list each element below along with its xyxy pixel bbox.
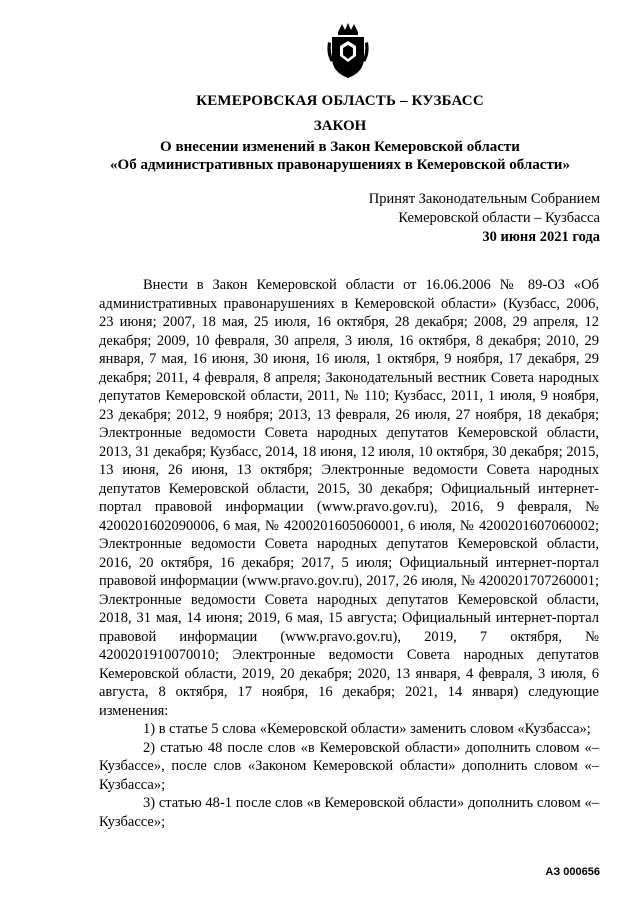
body-paragraph-intro: Внести в Закон Кемеровской области от 16.06.2006 № 89-ОЗ «Об административных правонарушениях в Кемеровской области» (Кузбасс, 2006, 23 июня; 2007, 18 мая, 25 июля, 16 октября, 28 декабря; 2008, 29 апреля, 12 декабря; 2009, 10 февраля, 30 апреля, 3 июля, 16 октября, 8 декабря; 2010, 29 января, 7 мая, 16 июня, 30 июня, 16 июля, 1 октября, 9 ноября, 17 декабря, 29 декабря; 2011, 4 февраля, 8 апреля; Законодательный вестник Совета народных депутатов Кемеровской области, 2011, № 110; Кузбасс, 2011, 1 июля, 9 ноября, 23 декабря; 2012, 9 ноября; 2013, 13 февраля, 26 июля, 27 ноября, 18 декабря; Электронные ведомости Совета народных депутатов Кемеровской области, 2013, 31 декабря; Кузбасс, 2014, 18 июня, 12 июля, 10 октября, 30 декабря; 2015, 13 июня, 26 июня, 13 октября; Электронные ведомости Совета народных депутатов Кемеровской области, 2015, 30 декабря; Официальный интернет-портал правовой информации (www.pravo.gov.ru), 2016, 9 февраля, № 4200201602090006, 6 мая, № 4200201605060001, 6 июля, № 4200201607060002; Электронные ведомости Совета народных депутатов Кемеровской области, 2016, 20 октября, 16 декабря; 2017, 5 июля; Официальный интернет-портал правовой информации (www.pravo.gov.ru), 2017, 26 июля, № 4200201707260001; Электронные ведомости Совета народных депутатов Кемеровской области, 2018, 31 мая, 14 июня; 2019, 6 мая, 15 августа; Официальный интернет-портал правовой информации (www.pravo.gov.ru), 2019, 7 октября, № 4200201910070010; Электронные ведомости Совета народных депутатов Кемеровской области, 2019, 20 декабря; 2020, 13 января, 4 февраля, 3 июля, 6 августа, 8 октября, 17 ноября, 16 декабря; 2021, 14 января) следующие изменения: [99,277,599,719]
adoption-date: 30 июня 2021 года [482,229,600,245]
law-body [99,276,599,831]
adoption-block [369,190,600,247]
body-paragraph-item-1: 1) в статье 5 слова «Кемеровской области» заменить словом «Кузбасса»; [143,721,591,737]
body-paragraph-item-3: 3) статью 48-1 после слов «в Кемеровской области» дополнить словом «– Кузбассе»; [99,795,599,830]
law-title-line-1: О внесении изменений в Закон Кемеровской области [160,139,520,155]
law-title-line-2: «Об административных правонарушениях в Кемеровской области» [110,157,570,173]
coat-of-arms-icon [326,22,370,80]
region-heading: КЕМЕРОВСКАЯ ОБЛАСТЬ – КУЗБАСС [196,93,484,109]
document-serial-number: АЗ 000656 [545,866,600,878]
adoption-line-1: Принят Законодательным Собранием [368,191,600,207]
body-paragraph-item-2: 2) статью 48 после слов «в Кемеровской области» дополнить словом «– Кузбассе», после слов «Законом Кемеровской области» дополнить словом «– Кузбасса»; [99,739,599,793]
document-type-heading: ЗАКОН [313,118,367,134]
adoption-line-2: Кемеровской области – Кузбасса [398,210,600,226]
